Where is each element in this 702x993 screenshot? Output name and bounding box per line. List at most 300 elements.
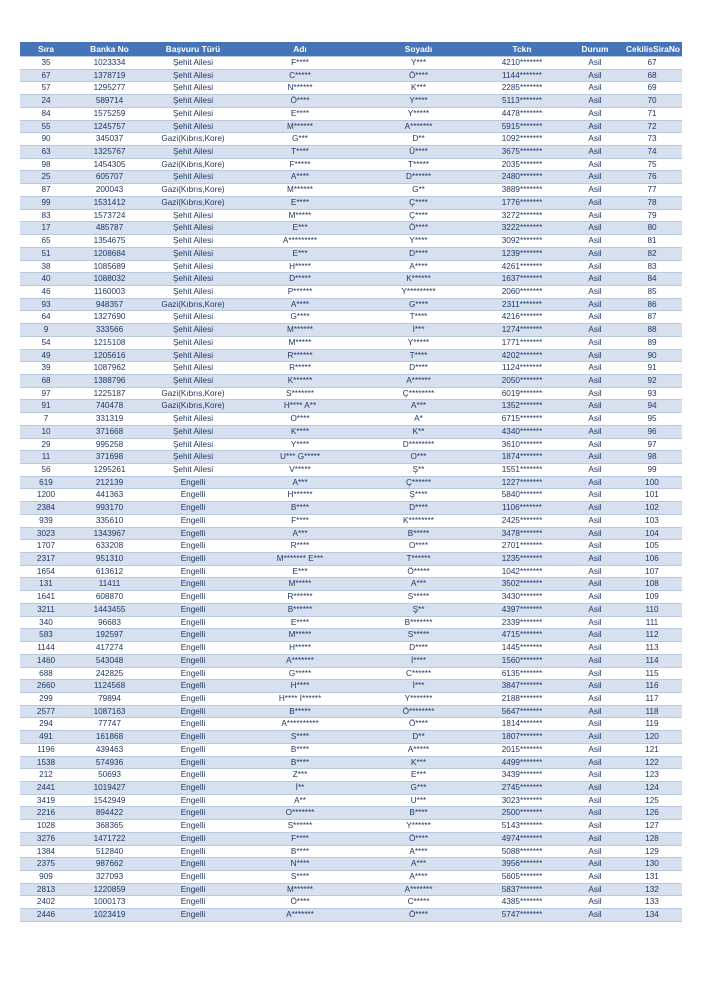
table-row[interactable] <box>20 349 682 362</box>
cell-basvuru-turu: Gazi(Kıbrıs,Kore) <box>147 196 239 209</box>
cell-sira: 2402 <box>20 896 72 909</box>
column-header-cekilis-sira-no[interactable]: CekilisSiraNo <box>622 42 682 57</box>
cell-tckn: 4715******* <box>476 629 568 642</box>
cell-soyadi: T**** <box>361 349 476 362</box>
cell-soyadi: D**** <box>361 247 476 260</box>
cell-cekilis-sira-no: 77 <box>622 184 682 197</box>
table-row[interactable] <box>20 438 682 451</box>
cell-sira: 25 <box>20 171 72 184</box>
cell-tckn: 4478******* <box>476 107 568 120</box>
cell-sira: 2317 <box>20 553 72 566</box>
cell-soyadi: Ç**** <box>361 209 476 222</box>
cell-adi: G***** <box>239 667 361 680</box>
table-row[interactable] <box>20 731 682 744</box>
table-row[interactable] <box>20 654 682 667</box>
cell-adi: F**** <box>239 514 361 527</box>
table-row[interactable] <box>20 680 682 693</box>
cell-soyadi: Ç******** <box>361 387 476 400</box>
cell-durum: Asil <box>568 133 622 146</box>
table-row[interactable] <box>20 222 682 235</box>
table-row[interactable] <box>20 565 682 578</box>
cell-banka-no: 485787 <box>72 222 147 235</box>
cell-durum: Asil <box>568 667 622 680</box>
cell-banka-no: 333566 <box>72 324 147 337</box>
table-row[interactable] <box>20 705 682 718</box>
cell-cekilis-sira-no: 70 <box>622 95 682 108</box>
cell-durum: Asil <box>568 502 622 515</box>
cell-cekilis-sira-no: 131 <box>622 871 682 884</box>
cell-adi: R****** <box>239 591 361 604</box>
cell-soyadi: A******* <box>361 883 476 896</box>
cell-adi: H**** <box>239 680 361 693</box>
cell-soyadi: B**** <box>361 807 476 820</box>
cell-basvuru-turu: Engelli <box>147 680 239 693</box>
table-row[interactable] <box>20 82 682 95</box>
cell-durum: Asil <box>568 235 622 248</box>
table-row[interactable] <box>20 69 682 82</box>
cell-soyadi: Ö**** <box>361 69 476 82</box>
cell-soyadi: Y*** <box>361 57 476 70</box>
cell-sira: 340 <box>20 616 72 629</box>
cell-soyadi: C****** <box>361 667 476 680</box>
table-row[interactable] <box>20 832 682 845</box>
cell-banka-no: 995258 <box>72 438 147 451</box>
table-row[interactable] <box>20 235 682 248</box>
cell-cekilis-sira-no: 126 <box>622 807 682 820</box>
cell-adi: M******* E*** <box>239 553 361 566</box>
cell-sira: 1384 <box>20 845 72 858</box>
table-row[interactable] <box>20 451 682 464</box>
cell-soyadi: Y******* <box>361 692 476 705</box>
cell-adi: F**** <box>239 832 361 845</box>
table-row[interactable] <box>20 400 682 413</box>
table-row[interactable] <box>20 909 682 922</box>
cell-adi: K**** <box>239 425 361 438</box>
cell-banka-no: 1542949 <box>72 794 147 807</box>
cell-tckn: 5837******* <box>476 883 568 896</box>
cell-sira: 1196 <box>20 743 72 756</box>
table-row[interactable] <box>20 387 682 400</box>
cell-cekilis-sira-no: 110 <box>622 603 682 616</box>
table-row[interactable] <box>20 527 682 540</box>
cell-tckn: 2480******* <box>476 171 568 184</box>
cell-adi: S****** <box>239 820 361 833</box>
cell-durum: Asil <box>568 527 622 540</box>
cell-adi: B**** <box>239 845 361 858</box>
cell-sira: 1144 <box>20 642 72 655</box>
cell-soyadi: G**** <box>361 298 476 311</box>
cell-durum: Asil <box>568 654 622 667</box>
cell-adi: P****** <box>239 285 361 298</box>
cell-basvuru-turu: Şehit Ailesi <box>147 311 239 324</box>
cell-soyadi: K******** <box>361 514 476 527</box>
table-row[interactable] <box>20 667 682 680</box>
cell-soyadi: D** <box>361 133 476 146</box>
cell-basvuru-turu: Engelli <box>147 820 239 833</box>
cell-basvuru-turu: Engelli <box>147 896 239 909</box>
cell-adi: E**** <box>239 107 361 120</box>
cell-adi: M****** <box>239 120 361 133</box>
cell-soyadi: Ö***** <box>361 565 476 578</box>
table-row[interactable] <box>20 514 682 527</box>
table-row[interactable] <box>20 502 682 515</box>
table-row[interactable] <box>20 820 682 833</box>
cell-durum: Asil <box>568 476 622 489</box>
cell-tckn: 3430******* <box>476 591 568 604</box>
cell-durum: Asil <box>568 858 622 871</box>
table-row[interactable] <box>20 794 682 807</box>
cell-tckn: 1352******* <box>476 400 568 413</box>
cell-banka-no: 1160003 <box>72 285 147 298</box>
cell-basvuru-turu: Şehit Ailesi <box>147 146 239 159</box>
column-header-basvuru-turu[interactable]: Başvuru Türü <box>147 42 239 57</box>
column-header-sira[interactable]: Sıra <box>20 42 72 57</box>
cell-adi: İ** <box>239 781 361 794</box>
cell-durum: Asil <box>568 680 622 693</box>
table-row[interactable] <box>20 489 682 502</box>
cell-cekilis-sira-no: 123 <box>622 769 682 782</box>
table-row[interactable] <box>20 425 682 438</box>
cell-banka-no: 335610 <box>72 514 147 527</box>
column-header-banka-no[interactable]: Banka No <box>72 42 147 57</box>
table-row[interactable] <box>20 336 682 349</box>
cell-banka-no: 441363 <box>72 489 147 502</box>
cell-tckn: 3889******* <box>476 184 568 197</box>
table-row[interactable] <box>20 807 682 820</box>
cell-cekilis-sira-no: 125 <box>622 794 682 807</box>
cell-sira: 1460 <box>20 654 72 667</box>
table-row[interactable] <box>20 209 682 222</box>
cell-tckn: 3092******* <box>476 235 568 248</box>
cell-adi: B***** <box>239 705 361 718</box>
table-row[interactable] <box>20 883 682 896</box>
cell-sira: 29 <box>20 438 72 451</box>
cell-soyadi: Ö**** <box>361 718 476 731</box>
cell-cekilis-sira-no: 72 <box>622 120 682 133</box>
table-row[interactable] <box>20 591 682 604</box>
cell-banka-no: 1205616 <box>72 349 147 362</box>
cell-sira: 212 <box>20 769 72 782</box>
cell-cekilis-sira-no: 69 <box>622 82 682 95</box>
cell-durum: Asil <box>568 146 622 159</box>
cell-cekilis-sira-no: 86 <box>622 298 682 311</box>
cell-adi: S**** <box>239 731 361 744</box>
table-row[interactable] <box>20 184 682 197</box>
cell-cekilis-sira-no: 99 <box>622 464 682 477</box>
cell-durum: Asil <box>568 107 622 120</box>
cell-tckn: 4385******* <box>476 896 568 909</box>
cell-soyadi: Ö**** <box>361 909 476 922</box>
cell-tckn: 1235******* <box>476 553 568 566</box>
cell-tckn: 3023******* <box>476 794 568 807</box>
cell-durum: Asil <box>568 209 622 222</box>
cell-tckn: 1551******* <box>476 464 568 477</box>
cell-cekilis-sira-no: 122 <box>622 756 682 769</box>
cell-cekilis-sira-no: 71 <box>622 107 682 120</box>
cell-soyadi: İ**** <box>361 654 476 667</box>
cell-adi: E*** <box>239 247 361 260</box>
column-header-durum[interactable]: Durum <box>568 42 622 57</box>
table-row[interactable] <box>20 718 682 731</box>
table-row[interactable] <box>20 57 682 70</box>
cell-sira: 87 <box>20 184 72 197</box>
cell-durum: Asil <box>568 781 622 794</box>
cell-soyadi: C***** <box>361 896 476 909</box>
cell-banka-no: 740478 <box>72 400 147 413</box>
cell-durum: Asil <box>568 756 622 769</box>
cell-basvuru-turu: Engelli <box>147 858 239 871</box>
table-row[interactable] <box>20 756 682 769</box>
cell-soyadi: A***** <box>361 743 476 756</box>
cell-cekilis-sira-no: 116 <box>622 680 682 693</box>
table-row[interactable] <box>20 324 682 337</box>
cell-sira: 67 <box>20 69 72 82</box>
cell-adi: B**** <box>239 743 361 756</box>
cell-tckn: 1560******* <box>476 654 568 667</box>
cell-durum: Asil <box>568 69 622 82</box>
table-row[interactable] <box>20 260 682 273</box>
table-row[interactable] <box>20 871 682 884</box>
table-row[interactable] <box>20 413 682 426</box>
cell-basvuru-turu: Şehit Ailesi <box>147 57 239 70</box>
table-row[interactable] <box>20 858 682 871</box>
cell-soyadi: Ş** <box>361 464 476 477</box>
cell-adi: V***** <box>239 464 361 477</box>
table-row[interactable] <box>20 578 682 591</box>
cell-tckn: 6715******* <box>476 413 568 426</box>
cell-tckn: 3847******* <box>476 680 568 693</box>
cell-durum: Asil <box>568 413 622 426</box>
cell-basvuru-turu: Şehit Ailesi <box>147 324 239 337</box>
cell-durum: Asil <box>568 311 622 324</box>
table-row[interactable] <box>20 247 682 260</box>
table-row[interactable] <box>20 616 682 629</box>
cell-basvuru-turu: Engelli <box>147 654 239 667</box>
cell-tckn: 5647******* <box>476 705 568 718</box>
table-row[interactable] <box>20 107 682 120</box>
table-row[interactable] <box>20 464 682 477</box>
cell-durum: Asil <box>568 603 622 616</box>
cell-sira: 939 <box>20 514 72 527</box>
cell-sira: 7 <box>20 413 72 426</box>
table-row[interactable] <box>20 171 682 184</box>
table-row[interactable] <box>20 692 682 705</box>
table-row[interactable] <box>20 642 682 655</box>
cell-basvuru-turu: Engelli <box>147 540 239 553</box>
cell-soyadi: Ö**** <box>361 222 476 235</box>
cell-durum: Asil <box>568 349 622 362</box>
cell-cekilis-sira-no: 92 <box>622 374 682 387</box>
cell-sira: 93 <box>20 298 72 311</box>
cell-cekilis-sira-no: 102 <box>622 502 682 515</box>
table-row[interactable] <box>20 298 682 311</box>
cell-banka-no: 1327690 <box>72 311 147 324</box>
cell-basvuru-turu: Engelli <box>147 883 239 896</box>
table-row[interactable] <box>20 273 682 286</box>
cell-sira: 91 <box>20 400 72 413</box>
table-row[interactable] <box>20 603 682 616</box>
cell-soyadi: Y***** <box>361 336 476 349</box>
cell-durum: Asil <box>568 95 622 108</box>
cell-adi: O******* <box>239 807 361 820</box>
cell-sira: 46 <box>20 285 72 298</box>
cell-durum: Asil <box>568 553 622 566</box>
cell-banka-no: 1295277 <box>72 82 147 95</box>
cell-cekilis-sira-no: 87 <box>622 311 682 324</box>
cell-banka-no: 1443455 <box>72 603 147 616</box>
cell-sira: 2441 <box>20 781 72 794</box>
table-row[interactable] <box>20 311 682 324</box>
cell-banka-no: 439463 <box>72 743 147 756</box>
cell-tckn: 1106******* <box>476 502 568 515</box>
cell-banka-no: 212139 <box>72 476 147 489</box>
cell-durum: Asil <box>568 642 622 655</box>
cell-durum: Asil <box>568 820 622 833</box>
cell-soyadi: İ*** <box>361 324 476 337</box>
cell-soyadi: S***** <box>361 591 476 604</box>
cell-cekilis-sira-no: 75 <box>622 158 682 171</box>
cell-adi: A*** <box>239 476 361 489</box>
cell-soyadi: T***** <box>361 158 476 171</box>
cell-basvuru-turu: Şehit Ailesi <box>147 209 239 222</box>
table-row[interactable] <box>20 362 682 375</box>
cell-durum: Asil <box>568 909 622 922</box>
table-row[interactable] <box>20 540 682 553</box>
cell-basvuru-turu: Şehit Ailesi <box>147 69 239 82</box>
cell-sira: 51 <box>20 247 72 260</box>
cell-soyadi: D****** <box>361 171 476 184</box>
column-header-tckn[interactable]: Tckn <box>476 42 568 57</box>
cell-tckn: 3478******* <box>476 527 568 540</box>
cell-cekilis-sira-no: 85 <box>622 285 682 298</box>
cell-basvuru-turu: Engelli <box>147 743 239 756</box>
table-row[interactable] <box>20 285 682 298</box>
cell-durum: Asil <box>568 451 622 464</box>
table-row[interactable] <box>20 133 682 146</box>
table-body <box>20 57 682 922</box>
cell-durum: Asil <box>568 120 622 133</box>
cell-sira: 64 <box>20 311 72 324</box>
cell-basvuru-turu: Şehit Ailesi <box>147 374 239 387</box>
cell-sira: 54 <box>20 336 72 349</box>
cell-adi: R****** <box>239 349 361 362</box>
cell-soyadi: D** <box>361 731 476 744</box>
table-row[interactable] <box>20 553 682 566</box>
cell-basvuru-turu: Engelli <box>147 794 239 807</box>
cell-banka-no: 77747 <box>72 718 147 731</box>
cell-banka-no: 1124568 <box>72 680 147 693</box>
table-row[interactable] <box>20 158 682 171</box>
cell-sira: 294 <box>20 718 72 731</box>
cell-sira: 90 <box>20 133 72 146</box>
cell-cekilis-sira-no: 94 <box>622 400 682 413</box>
cell-basvuru-turu: Engelli <box>147 832 239 845</box>
table-row[interactable] <box>20 845 682 858</box>
cell-adi: R**** <box>239 540 361 553</box>
table-row[interactable] <box>20 629 682 642</box>
cell-sira: 9 <box>20 324 72 337</box>
cell-basvuru-turu: Engelli <box>147 705 239 718</box>
cell-adi: B**** <box>239 502 361 515</box>
cell-durum: Asil <box>568 387 622 400</box>
cell-banka-no: 1208684 <box>72 247 147 260</box>
cell-sira: 491 <box>20 731 72 744</box>
cell-adi: D***** <box>239 273 361 286</box>
cell-sira: 1538 <box>20 756 72 769</box>
column-header-soyadi[interactable]: Soyadı <box>361 42 476 57</box>
cell-sira: 63 <box>20 146 72 159</box>
cell-durum: Asil <box>568 184 622 197</box>
cell-sira: 1654 <box>20 565 72 578</box>
table-row[interactable] <box>20 781 682 794</box>
cell-durum: Asil <box>568 260 622 273</box>
cell-adi: C***** <box>239 69 361 82</box>
cell-durum: Asil <box>568 769 622 782</box>
cell-tckn: 1445******* <box>476 642 568 655</box>
cell-sira: 84 <box>20 107 72 120</box>
cell-basvuru-turu: Engelli <box>147 642 239 655</box>
cell-basvuru-turu: Şehit Ailesi <box>147 82 239 95</box>
cell-soyadi: A****** <box>361 374 476 387</box>
cell-basvuru-turu: Engelli <box>147 731 239 744</box>
table-row[interactable] <box>20 95 682 108</box>
cell-sira: 2813 <box>20 883 72 896</box>
cell-soyadi: D******** <box>361 438 476 451</box>
cell-cekilis-sira-no: 73 <box>622 133 682 146</box>
cell-cekilis-sira-no: 121 <box>622 743 682 756</box>
cell-soyadi: O**** <box>361 540 476 553</box>
cell-sira: 131 <box>20 578 72 591</box>
cell-soyadi: D**** <box>361 642 476 655</box>
cell-banka-no: 589714 <box>72 95 147 108</box>
cell-adi: M****** <box>239 324 361 337</box>
cell-basvuru-turu: Şehit Ailesi <box>147 464 239 477</box>
cell-cekilis-sira-no: 68 <box>622 69 682 82</box>
cell-adi: Y**** <box>239 438 361 451</box>
cell-sira: 39 <box>20 362 72 375</box>
cell-sira: 55 <box>20 120 72 133</box>
cell-sira: 2384 <box>20 502 72 515</box>
cell-tckn: 2060******* <box>476 285 568 298</box>
cell-cekilis-sira-no: 67 <box>622 57 682 70</box>
table-row[interactable] <box>20 196 682 209</box>
table-row[interactable] <box>20 120 682 133</box>
table-row[interactable] <box>20 896 682 909</box>
table-row[interactable] <box>20 374 682 387</box>
table-header <box>20 42 682 57</box>
cell-basvuru-turu: Engelli <box>147 769 239 782</box>
table-row[interactable] <box>20 476 682 489</box>
cell-basvuru-turu: Engelli <box>147 807 239 820</box>
cell-tckn: 2425******* <box>476 514 568 527</box>
table-row[interactable] <box>20 769 682 782</box>
cell-banka-no: 1088032 <box>72 273 147 286</box>
cell-cekilis-sira-no: 76 <box>622 171 682 184</box>
cell-basvuru-turu: Engelli <box>147 756 239 769</box>
cell-soyadi: D**** <box>361 362 476 375</box>
cell-basvuru-turu: Engelli <box>147 603 239 616</box>
lottery-results-table <box>20 42 682 922</box>
column-header-adi[interactable]: Adı <box>239 42 361 57</box>
cell-adi: G**** <box>239 311 361 324</box>
cell-basvuru-turu: Şehit Ailesi <box>147 222 239 235</box>
table-row[interactable] <box>20 743 682 756</box>
table-row[interactable] <box>20 146 682 159</box>
cell-adi: H**** A** <box>239 400 361 413</box>
cell-cekilis-sira-no: 132 <box>622 883 682 896</box>
cell-durum: Asil <box>568 718 622 731</box>
cell-sira: 909 <box>20 871 72 884</box>
